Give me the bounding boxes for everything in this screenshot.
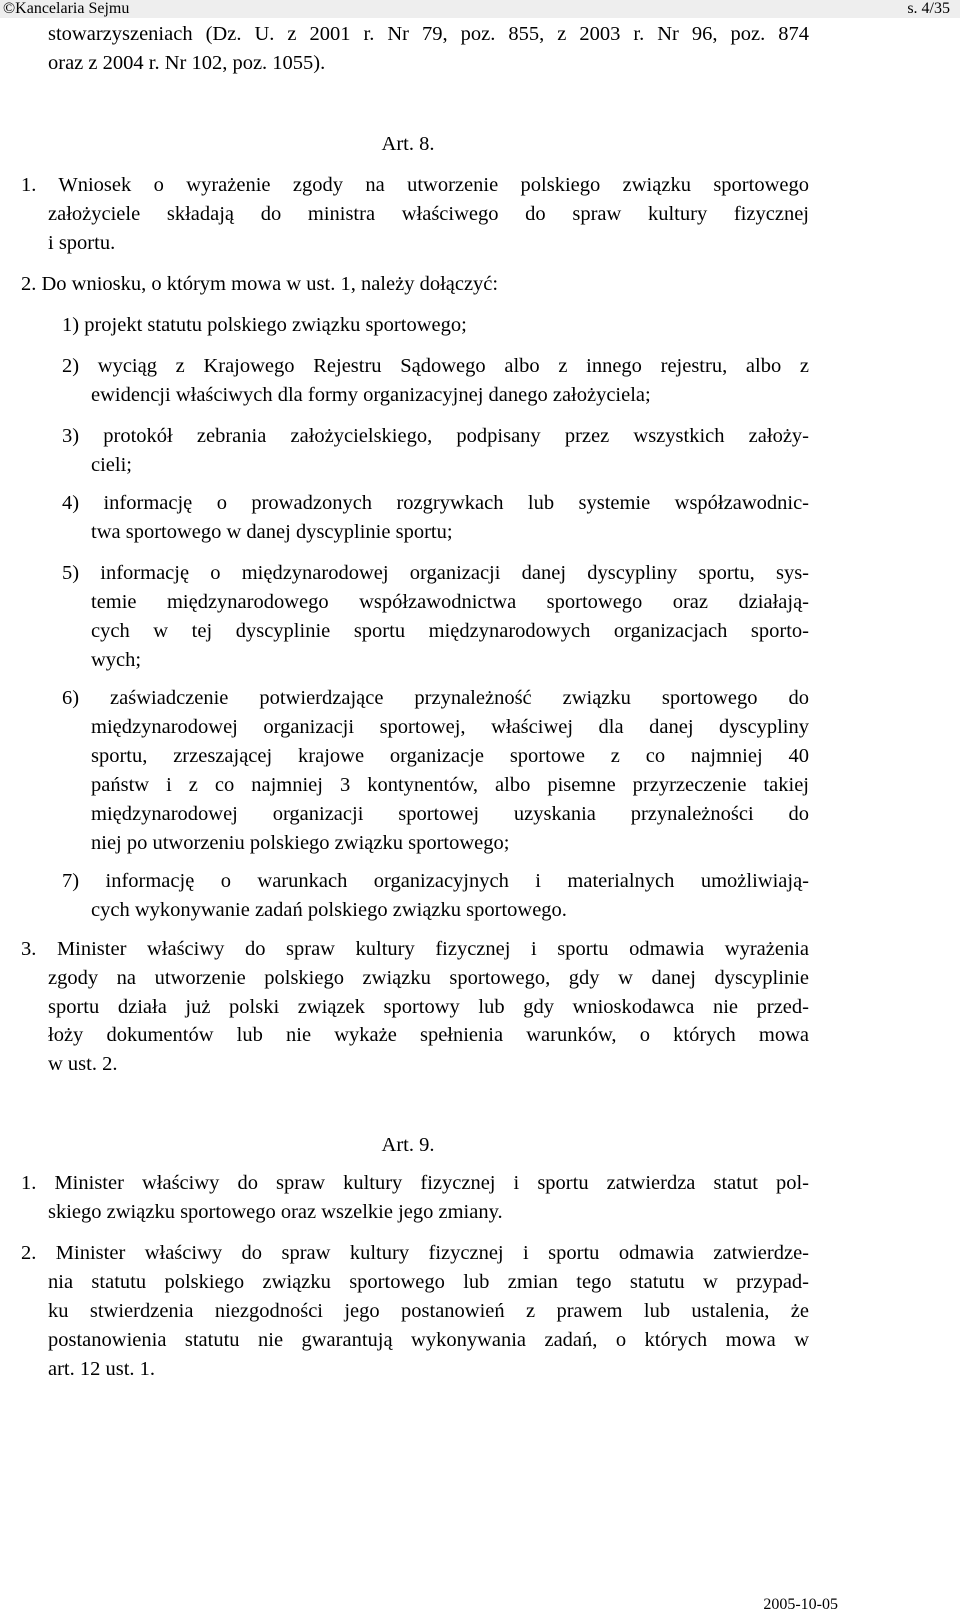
list-item: 7) informację o warunkach organizacyjnych i materialnych umożliwiają-	[62, 870, 809, 892]
article-heading: Art. 8.	[381, 133, 435, 155]
paragraph-line: sportu działa już polski związek sportowy lub gdy wnioskodawca nie przed-	[48, 996, 809, 1018]
article-heading: Art. 9.	[381, 1134, 435, 1156]
list-item-continuation: twa sportowego w danej dyscyplinie sportu;	[91, 521, 453, 543]
header-page-number: s. 4/35	[907, 0, 950, 17]
list-item-continuation: temie międzynarodowego współzawodnictwa sportowego oraz działają-	[91, 591, 809, 613]
paragraph-line: 1. Minister właściwy do spraw kultury fizycznej i sportu zatwierdza statut pol-	[21, 1172, 809, 1194]
list-item-continuation: niej po utworzeniu polskiego związku sportowego;	[91, 832, 510, 854]
list-item: 5) informację o międzynarodowej organizacji danej dyscypliny sportu, sys-	[62, 562, 809, 584]
list-item-continuation: cych wykonywanie zadań polskiego związku sportowego.	[91, 899, 567, 921]
paragraph-line: 1. Wniosek o wyrażenie zgody na utworzenie polskiego związku sportowego	[21, 174, 809, 196]
continuation-line: stowarzyszeniach (Dz. U. z 2001 r. Nr 79, poz. 855, z 2003 r. Nr 96, poz. 874	[48, 23, 809, 45]
paragraph-line: 2. Minister właściwy do spraw kultury fizycznej i sportu odmawia zatwierdze-	[21, 1242, 809, 1264]
list-item-continuation: cych w tej dyscyplinie sportu międzynarodowych organizacjach sporto-	[91, 620, 809, 642]
list-item-continuation: międzynarodowej organizacji sportowej, właściwej dla danej dyscypliny	[91, 716, 809, 738]
page-header	[0, 0, 960, 18]
paragraph-line: 3. Minister właściwy do spraw kultury fizycznej i sportu odmawia wyrażenia	[21, 938, 809, 960]
list-item-continuation: państw i z co najmniej 3 kontynentów, albo pisemne przyrzeczenie takiej	[91, 774, 809, 796]
continuation-line: oraz z 2004 r. Nr 102, poz. 1055).	[48, 52, 326, 74]
footer-date: 2005-10-05	[763, 1596, 838, 1613]
paragraph-line: ku stwierdzenia niezgodności jego postanowień z prawem lub ustalenia, że	[48, 1300, 809, 1322]
list-item: 2) wyciąg z Krajowego Rejestru Sądowego albo z innego rejestru, albo z	[62, 355, 809, 377]
paragraph-line: nia statutu polskiego związku sportowego lub zmian tego statutu w przypad-	[48, 1271, 809, 1293]
list-item: 6) zaświadczenie potwierdzające przynależność związku sportowego do	[62, 687, 809, 709]
list-item: 3) protokół zebrania założycielskiego, podpisany przez wszystkich założy-	[62, 425, 809, 447]
list-item-continuation: wych;	[91, 649, 142, 671]
list-item-continuation: cieli;	[91, 454, 132, 476]
paragraph-line: i sportu.	[48, 232, 116, 254]
list-item: 4) informację o prowadzonych rozgrywkach lub systemie współzawodnic-	[62, 492, 809, 514]
header-source: ©Kancelaria Sejmu	[3, 0, 130, 17]
paragraph-line: postanowienia statutu nie gwarantują wykonywania zadań, o których mowa w	[48, 1329, 809, 1351]
paragraph-line: art. 12 ust. 1.	[48, 1358, 156, 1380]
paragraph-line: łoży dokumentów lub nie wykaże spełnienia warunków, o których mowa	[48, 1024, 809, 1046]
paragraph-line: założyciele składają do ministra właściwego do spraw kultury fizycznej	[48, 203, 809, 225]
list-item-continuation: sportu, zrzeszającej krajowe organizacje sportowe z co najmniej 40	[91, 745, 809, 767]
list-item-continuation: ewidencji właściwych dla formy organizacyjnej danego założyciela;	[91, 384, 651, 406]
paragraph-line: 2. Do wniosku, o którym mowa w ust. 1, należy dołączyć:	[21, 273, 499, 295]
list-item-continuation: międzynarodowej organizacji sportowej uzyskania przynależności do	[91, 803, 809, 825]
paragraph-line: zgody na utworzenie polskiego związku sportowego, gdy w danej dyscyplinie	[48, 967, 809, 989]
list-item: 1) projekt statutu polskiego związku sportowego;	[62, 314, 467, 336]
paragraph-line: skiego związku sportowego oraz wszelkie jego zmiany.	[48, 1201, 503, 1223]
paragraph-line: w ust. 2.	[48, 1053, 118, 1075]
